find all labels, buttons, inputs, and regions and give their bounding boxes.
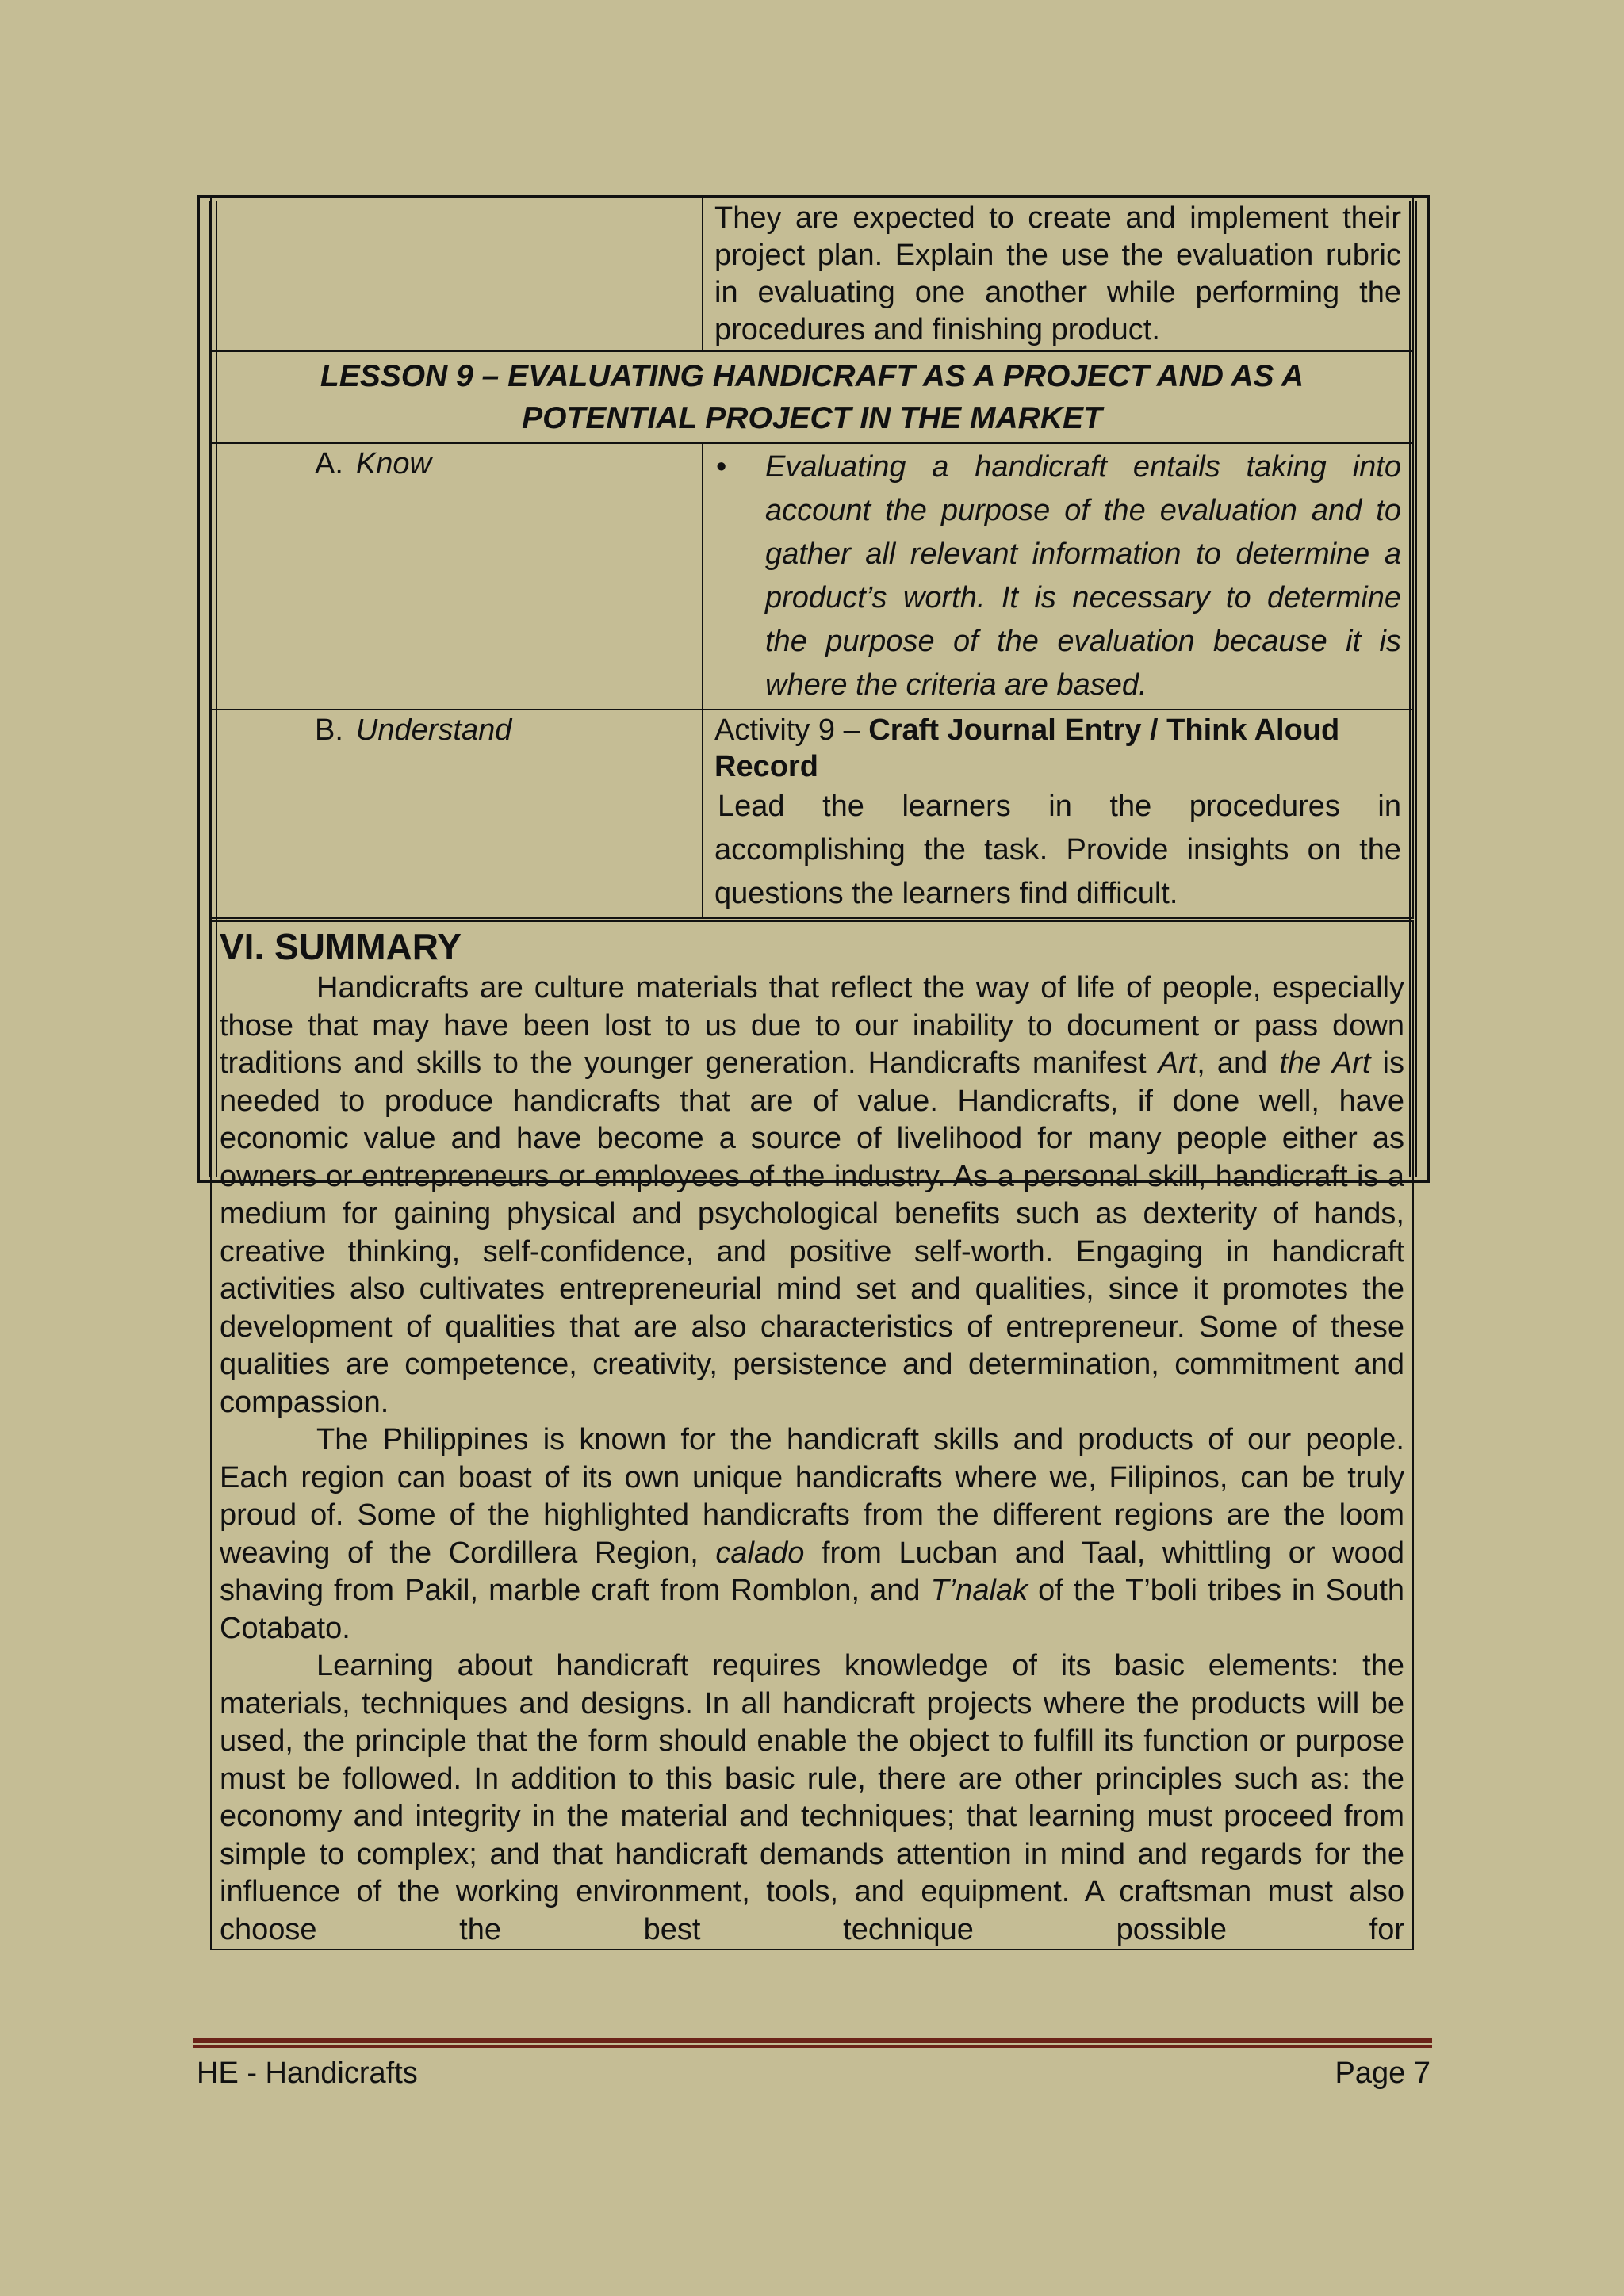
summary-p2-text-a: The Philippines is known for the handicraft skills and products of our people. Each region can boast of its own unique handicrafts where we, Filipinos, can be truly proud of. Some of the highlighted handicrafts from the different regions are the loom weaving of the Cordillera Region, [220,1423,1404,1570]
understand-row [211,710,1413,920]
summary-p2-text-b: from Lucban and Taal, whittling or wood shaving from Pakil, marble craft from Romblon, and [220,1536,1404,1607]
summary-paragraph-1 [220,970,1404,1422]
activity-title: Craft Journal Entry / Think Aloud Record [714,714,1340,783]
know-bullet: • Evaluating a handicraft entails taking into account the purpose of the evaluation and to gather all relevant information to determine a product’s worth. It is necessary to determine the purpose of the evaluation because it is where the criteria are based. [714,446,1401,707]
summary-p2-emph-tnalak: T’nalak [930,1574,1028,1607]
summary-p2-text-c: of the T’boli tribes in South Cotabato. [220,1574,1404,1645]
activity-prefix: Activity 9 – [714,714,869,747]
summary-row [211,920,1413,1950]
understand-label: Understand [355,714,512,747]
lesson-9-title: LESSON 9 – EVALUATING HANDICRAFT AS A PROJECT AND AS A POTENTIAL PROJECT IN THE MARKET [211,351,1413,443]
summary-section [211,920,1413,1950]
footer-subject: HE - Handicrafts [197,2057,418,2090]
know-label-cell [211,443,703,710]
footer-rule-thin [193,2045,1432,2048]
summary-p2-emph-calado: calado [715,1536,805,1570]
know-label: Know [355,447,431,480]
summary-heading: VI. SUMMARY [220,926,462,967]
understand-content-cell [703,710,1413,920]
summary-p1-text-c: is needed to produce handicrafts that are of value. Handicrafts, if done well, have economic value and have become a source of livelihood for many people either as owners or entrepreneurs or employees of the industry. As a personal skill, handicraft is a medium for gaining physical and psychological benefits such as dexterity of hands, creative thinking, self-confidence, and positive self-worth. Engaging in handicraft activities also cultivates entrepreneurial mind set and qualities, since it promotes the development of qualities that are also characteristics of entrepreneur. Some of these qualities are competence, creativity, persistence and determination, commitment and compassion. [220,1047,1404,1419]
summary-p1-emph-the-art: the Art [1279,1047,1371,1080]
lesson-title-row [211,351,1413,443]
footer-rule-thick [193,2038,1432,2043]
continuation-left-cell [211,197,703,351]
activity-instructions: Lead the learners in the procedures in accomplishing the task. Provide insights on the questions the learners find difficult. [714,790,1401,910]
summary-p1-text-a: Handicrafts are culture materials that reflect the way of life of people, especially those that may have been lost to us due to our inability to document or pass down traditions and skills to the younger generation. Handicrafts manifest [220,971,1404,1080]
know-bullet-list [714,446,1401,707]
footer-page-number: Page 7 [1335,2057,1431,2090]
understand-letter: B. [315,714,343,747]
understand-label-cell [211,710,703,920]
continuation-text: They are expected to create and implement their project plan. Explain the use the evaluation rubric in evaluating one another while performing the procedures and finishing product. [703,197,1413,351]
know-row [211,443,1413,710]
summary-p1-text-b: , and [1197,1047,1280,1080]
summary-p1-emph-art: Art [1158,1047,1197,1080]
know-letter: A. [315,447,343,480]
lesson-plan-table [210,197,1414,1950]
continuation-row [211,197,1413,351]
summary-paragraph-2 [220,1422,1404,1647]
activity-heading [714,712,1401,785]
know-content-cell [703,443,1413,710]
summary-paragraph-3: Learning about handicraft requires knowledge of its basic elements: the materials, techniques and designs. In all handicraft projects where the products will be used, the principle that the form should enable the object to fulfill its function or purpose must be followed. In addition to this basic rule, there are other principles such as: the economy and integrity in the material and techniques; that learning must proceed from simple to complex; and that handicraft demands attention in mind and regards for the influence of the working environment, tools, and equipment. A craftsman must also choose the best technique possible for [220,1649,1404,1946]
